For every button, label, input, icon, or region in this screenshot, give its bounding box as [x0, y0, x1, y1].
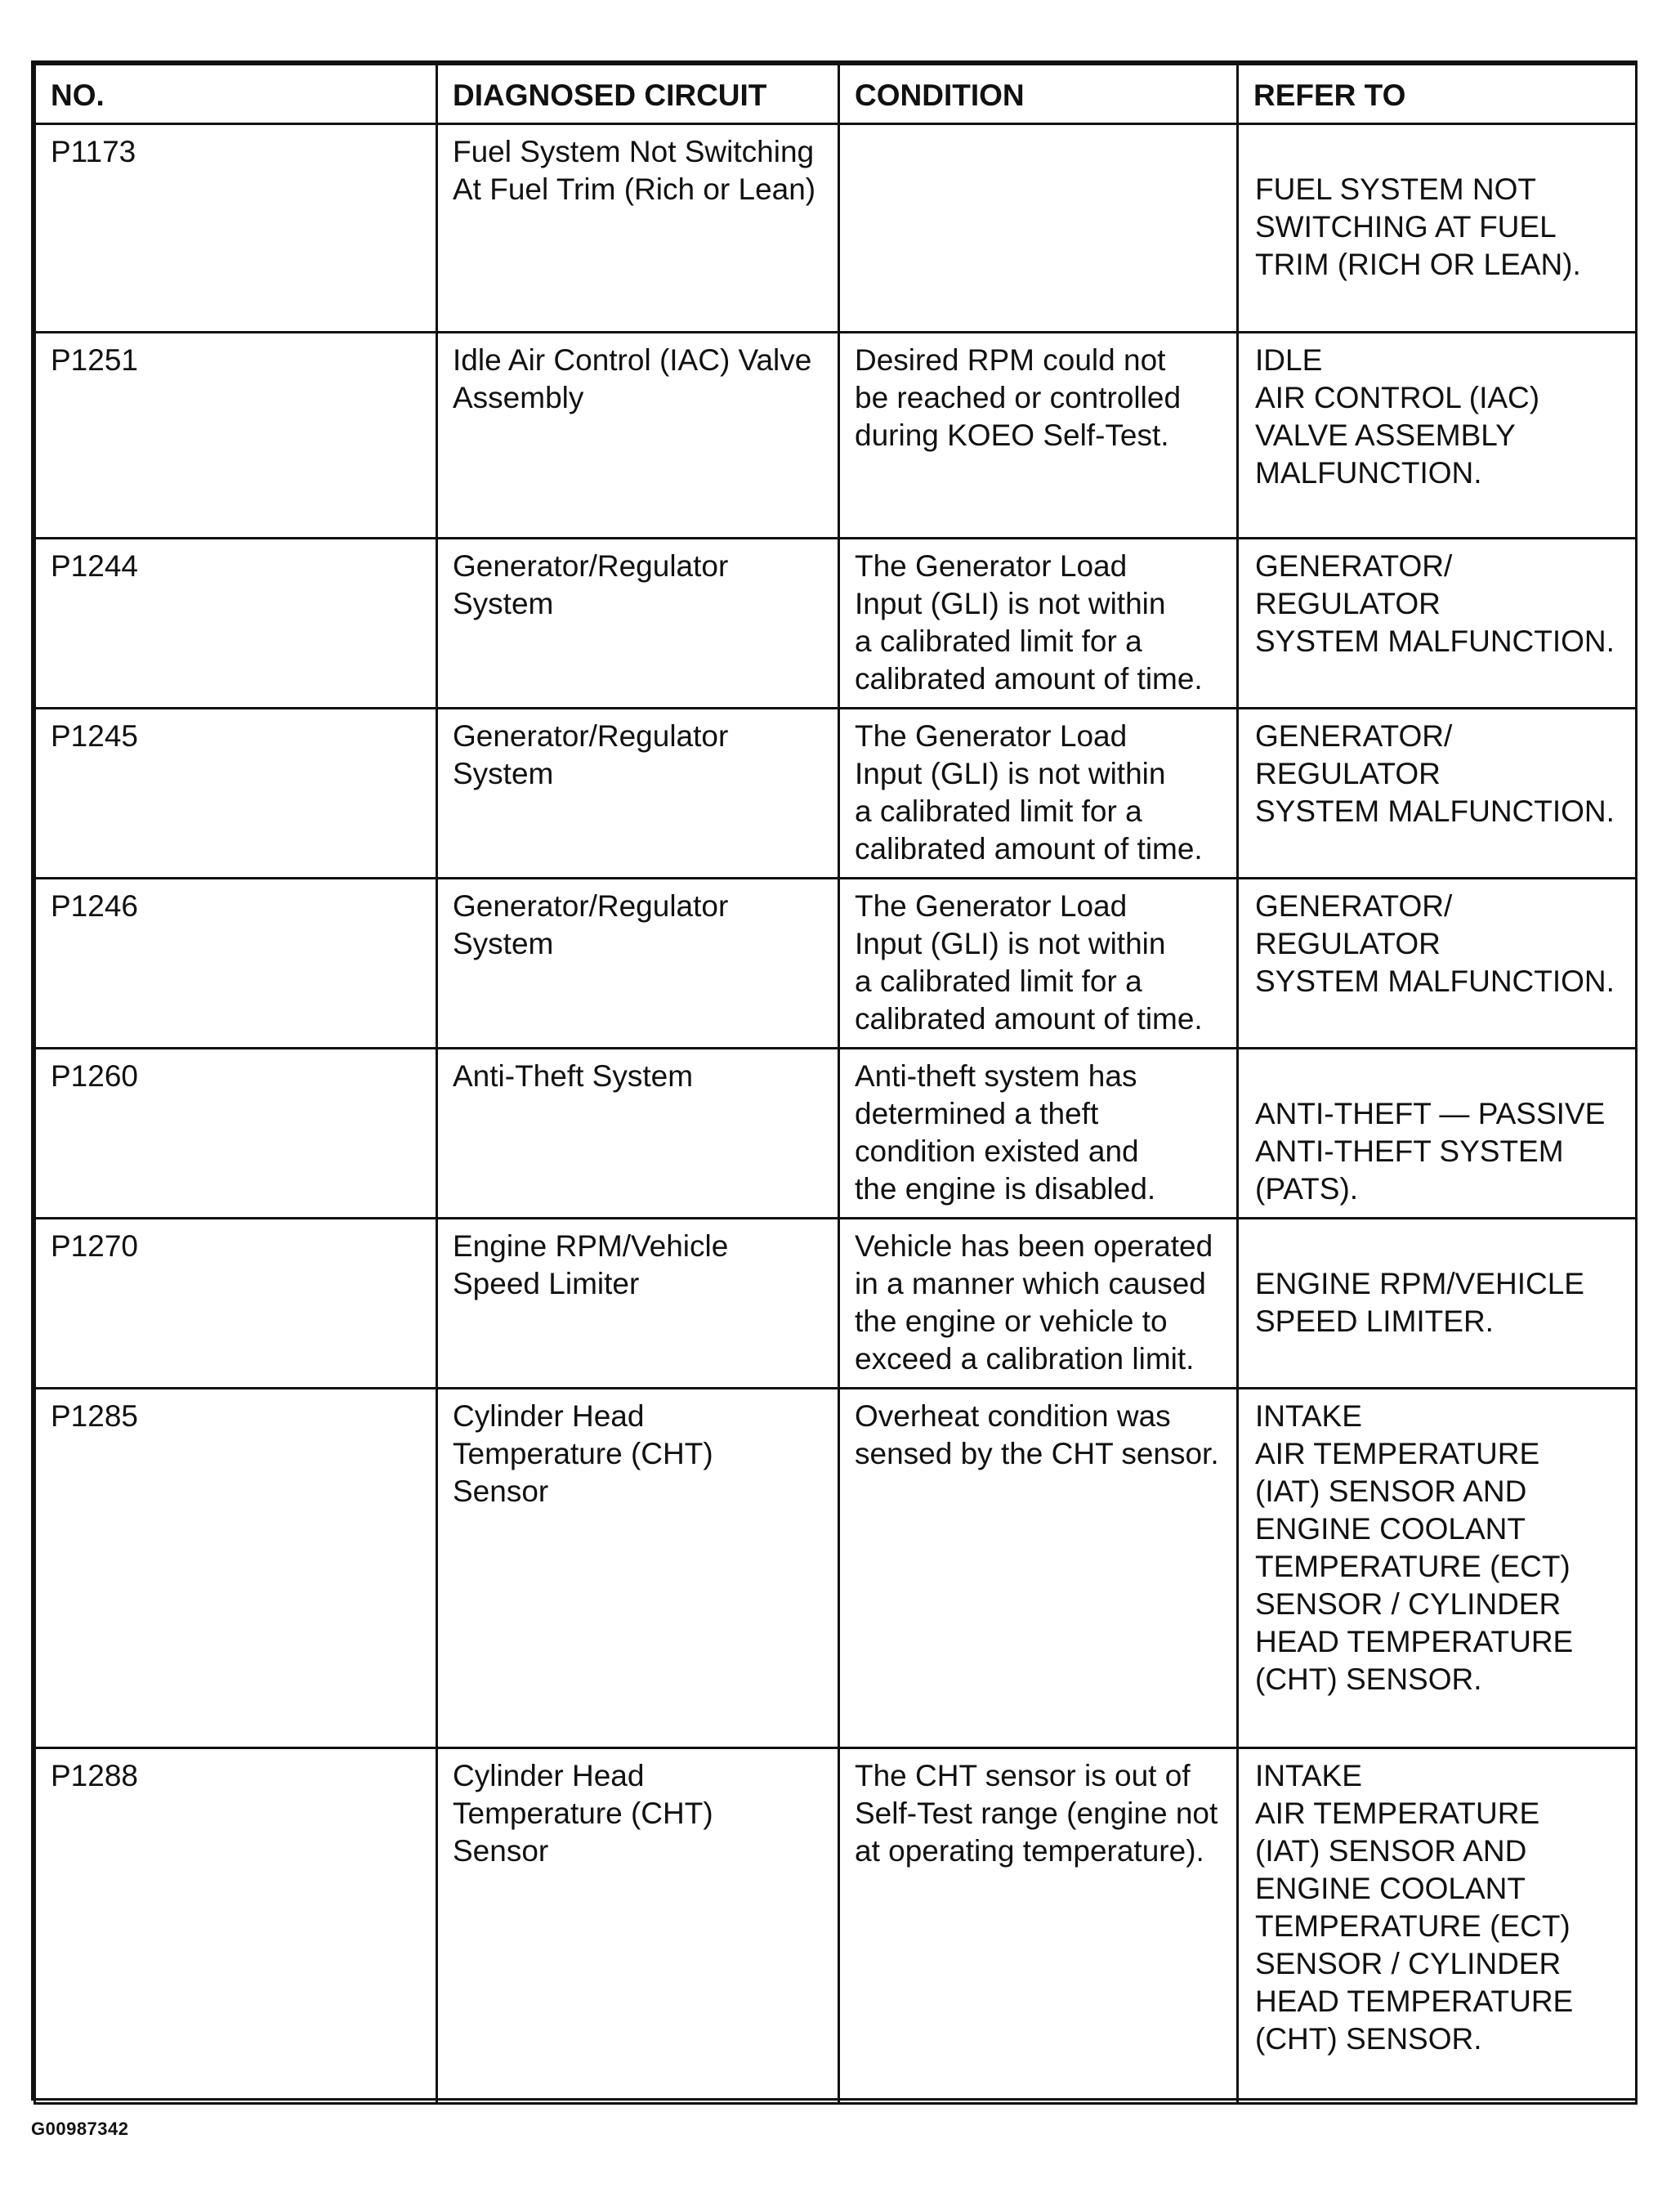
header-refer-to: REFER TO [1238, 65, 1637, 124]
cell-no: P1260 [35, 1049, 437, 1219]
cell-no: P1173 [35, 124, 437, 333]
cell-condition [839, 124, 1238, 333]
header-no: NO. [35, 65, 437, 124]
cell-no: P1288 [35, 1748, 437, 2104]
table-row [35, 539, 1637, 709]
figure-id: G00987342 [31, 2119, 129, 2139]
cell-no: P1270 [35, 1219, 437, 1389]
cell-no: P1251 [35, 333, 437, 539]
cell-circuit: Anti-Theft System [437, 1049, 839, 1219]
cell-no: P1245 [35, 709, 437, 879]
cell-condition: The Generator Load Input (GLI) is not within a calibrated limit for a calibrated amount of time. [839, 709, 1238, 879]
cell-refer-to: IDLE AIR CONTROL (IAC) VALVE ASSEMBLY MALFUNCTION. [1238, 333, 1637, 539]
cell-condition: Overheat condition was sensed by the CHT sensor. [839, 1389, 1238, 1748]
table-header-row [35, 65, 1637, 124]
table-row [35, 124, 1637, 333]
cell-circuit: Generator/Regulator System [437, 879, 839, 1049]
cell-circuit: Generator/Regulator System [437, 539, 839, 709]
table-row [35, 1049, 1637, 1219]
cell-circuit: Fuel System Not Switching At Fuel Trim (Rich or Lean) [437, 124, 839, 333]
cell-refer-to: GENERATOR/ REGULATOR SYSTEM MALFUNCTION. [1238, 879, 1637, 1049]
table-row [35, 1748, 1637, 2104]
table-row [35, 879, 1637, 1049]
cell-no: P1246 [35, 879, 437, 1049]
cell-circuit: Cylinder Head Temperature (CHT) Sensor [437, 1748, 839, 2104]
table-row [35, 1389, 1637, 1748]
cell-refer-to: INTAKE AIR TEMPERATURE (IAT) SENSOR AND ENGINE COOLANT TEMPERATURE (ECT) SENSOR / CYLINDER HEAD TEMPERATURE (CHT) SENSOR. [1238, 1748, 1637, 2104]
cell-circuit: Generator/Regulator System [437, 709, 839, 879]
cell-condition: The CHT sensor is out of Self-Test range (engine not at operating temperature). [839, 1748, 1238, 2104]
table-row [35, 1219, 1637, 1389]
cell-refer-to: GENERATOR/ REGULATOR SYSTEM MALFUNCTION. [1238, 539, 1637, 709]
cell-circuit: Idle Air Control (IAC) Valve Assembly [437, 333, 839, 539]
cell-no: P1285 [35, 1389, 437, 1748]
cell-condition: The Generator Load Input (GLI) is not within a calibrated limit for a calibrated amount of time. [839, 879, 1238, 1049]
cell-refer-to: FUEL SYSTEM NOT SWITCHING AT FUEL TRIM (RICH OR LEAN). [1238, 124, 1637, 333]
cell-circuit: Cylinder Head Temperature (CHT) Sensor [437, 1389, 839, 1748]
cell-circuit: Engine RPM/Vehicle Speed Limiter [437, 1219, 839, 1389]
header-diagnosed-circuit: DIAGNOSED CIRCUIT [437, 65, 839, 124]
cell-no: P1244 [35, 539, 437, 709]
cell-refer-to: INTAKE AIR TEMPERATURE (IAT) SENSOR AND ENGINE COOLANT TEMPERATURE (ECT) SENSOR / CYLINDER HEAD TEMPERATURE (CHT) SENSOR. [1238, 1389, 1637, 1748]
dtc-table [34, 63, 1638, 2105]
dtc-table-frame [31, 60, 1638, 2101]
header-condition: CONDITION [839, 65, 1238, 124]
cell-refer-to: ENGINE RPM/VEHICLE SPEED LIMITER. [1238, 1219, 1637, 1389]
cell-condition: Vehicle has been operated in a manner which caused the engine or vehicle to exceed a calibration limit. [839, 1219, 1238, 1389]
table-row [35, 709, 1637, 879]
cell-condition: The Generator Load Input (GLI) is not within a calibrated limit for a calibrated amount of time. [839, 539, 1238, 709]
cell-refer-to: GENERATOR/ REGULATOR SYSTEM MALFUNCTION. [1238, 709, 1637, 879]
cell-condition: Desired RPM could not be reached or controlled during KOEO Self-Test. [839, 333, 1238, 539]
table-row [35, 333, 1637, 539]
cell-refer-to: ANTI-THEFT — PASSIVE ANTI-THEFT SYSTEM (PATS). [1238, 1049, 1637, 1219]
cell-condition: Anti-theft system has determined a theft condition existed and the engine is disabled. [839, 1049, 1238, 1219]
